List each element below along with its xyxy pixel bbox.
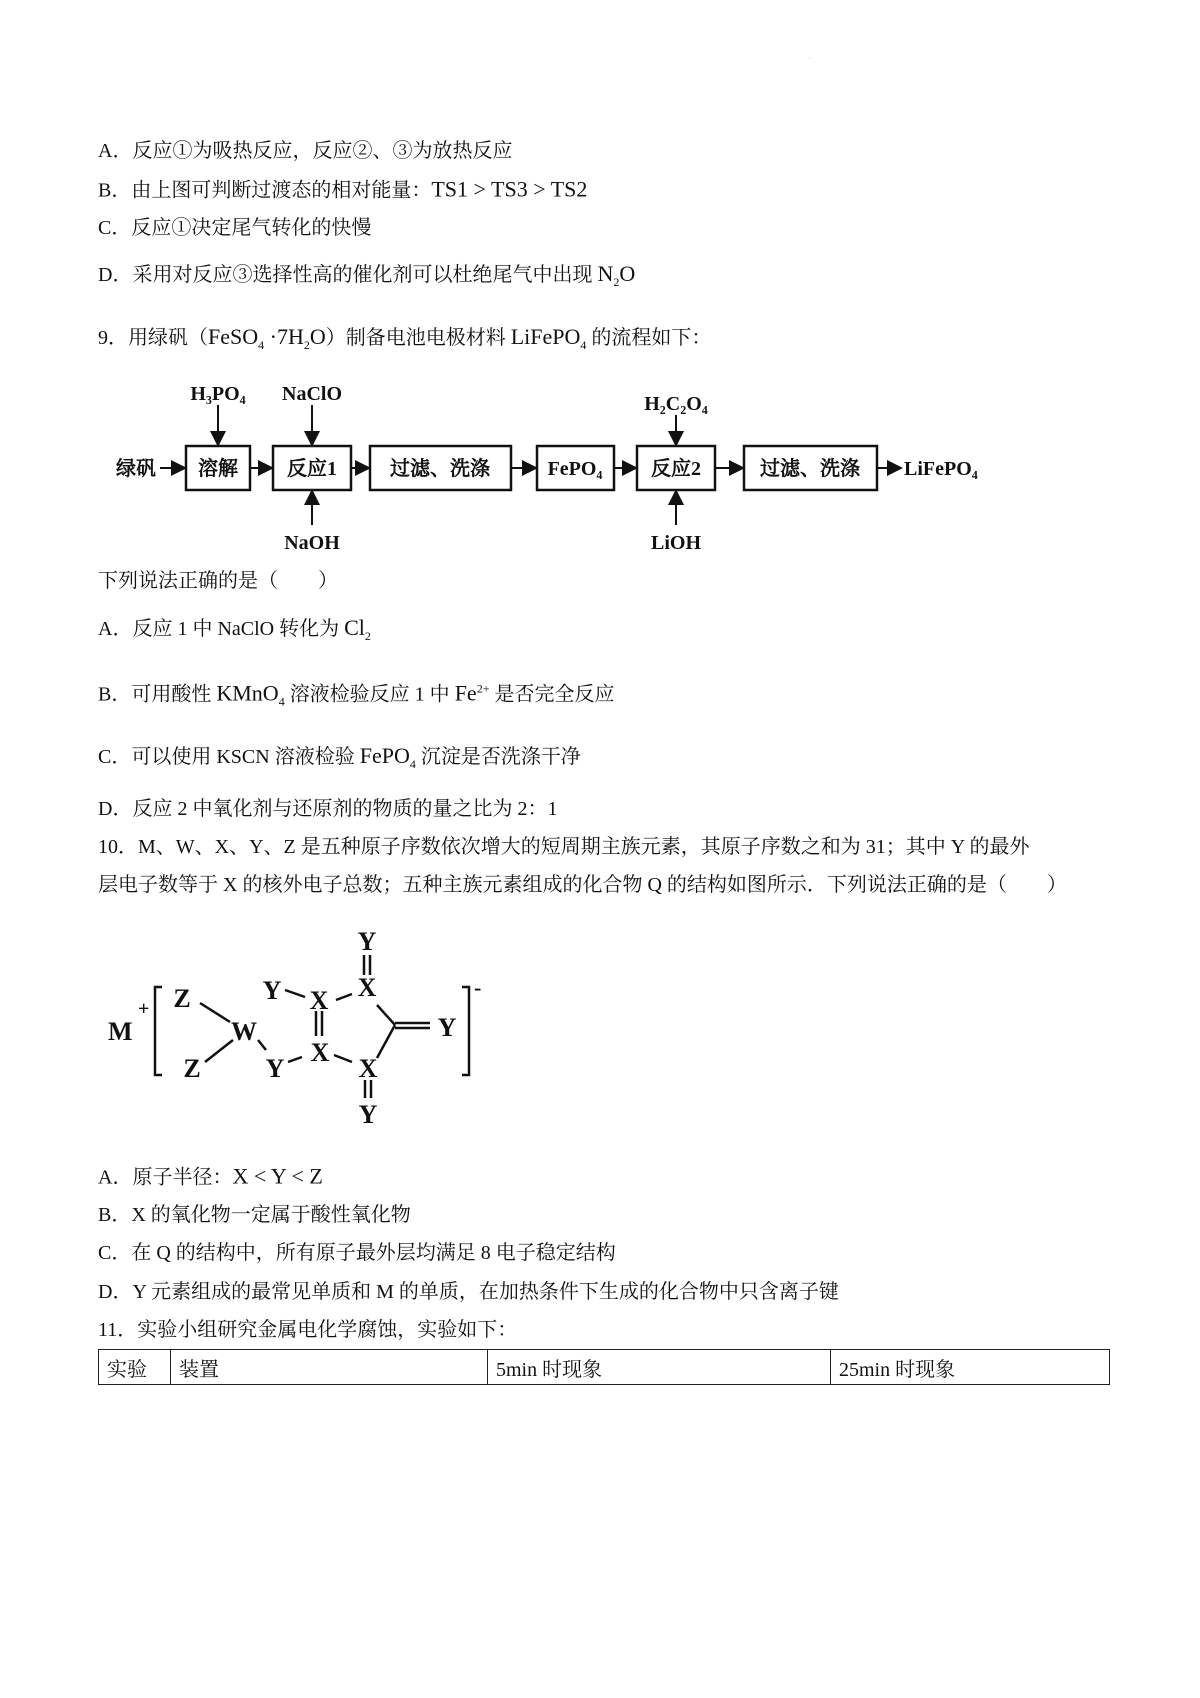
- text-segment: B．由上图可判断过渡态的相对能量：: [98, 179, 432, 202]
- table-header-row: [99, 1350, 1110, 1385]
- atom-m: M: [108, 1017, 133, 1046]
- text-segment: A．原子半径：: [98, 1166, 233, 1189]
- formula-text: LiFePO: [510, 324, 581, 349]
- q11-stem: [98, 1318, 517, 1342]
- flow-start: 绿矾: [116, 458, 156, 480]
- formula-text: O: [619, 261, 636, 286]
- formula-text: TS1 > TS3 > TS2: [431, 176, 588, 202]
- flow-box-label: 反应1: [287, 458, 337, 480]
- subscript: 4: [278, 694, 285, 709]
- formula-text: ·7H: [264, 324, 304, 349]
- formula-text: Fe: [454, 680, 477, 706]
- subscript: 4: [258, 338, 265, 352]
- text-segment: 下列说法正确的是（ ）: [98, 570, 338, 592]
- text-segment: C．在 Q 的结构中，所有原子最外层均满足 8 电子稳定结构: [98, 1242, 616, 1264]
- atom-y: Y: [357, 927, 377, 956]
- flow-box-label: FePO₄: [547, 458, 603, 480]
- flow-box-label: 反应2: [651, 458, 701, 480]
- scan-mark: ¨: [809, 58, 811, 64]
- header-5min: 5min 时现象: [488, 1350, 831, 1385]
- text-segment: 沉淀是否洗涤干净: [415, 746, 581, 768]
- atom-x: X: [309, 986, 329, 1015]
- text-segment: 层电子数等于 X 的核外电子总数；五种主族元素组成的化合物 Q 的结构如图所示．下列说法正确的是（ ）: [98, 874, 1067, 896]
- q10-option-b: [98, 1203, 411, 1227]
- text-segment: A．反应①为吸热反应，反应②、③为放热反应: [98, 140, 513, 162]
- subscript: 2: [303, 338, 310, 352]
- bracket-right: [462, 987, 469, 1075]
- text-segment: C．可以使用 KSCN 溶液检验: [98, 746, 360, 768]
- atom-z: Z: [183, 1054, 201, 1083]
- atom-w: W: [231, 1017, 257, 1046]
- header-experiment: 实验: [99, 1350, 171, 1385]
- charge-minus: -: [474, 975, 482, 1000]
- atom-x: X: [357, 973, 377, 1002]
- subscript: 4: [580, 338, 587, 352]
- text-segment: 是否完全反应: [489, 683, 615, 706]
- flow-input-naclo: NaClO: [282, 383, 342, 405]
- flow-input-naoh: NaOH: [284, 532, 340, 554]
- formula-text: O: [309, 324, 326, 349]
- text-segment: A．反应 1 中 NaClO 转化为: [98, 618, 345, 640]
- formula-text: N: [597, 261, 614, 286]
- text-segment: 10．M、W、X、Y、Z 是五种原子序数依次增大的短周期主族元素，其原子序数之和为 31；其中 Y 的最外: [98, 836, 1030, 858]
- atom-x: X: [310, 1038, 330, 1067]
- text-segment: C．反应①决定尾气转化的快慢: [98, 217, 372, 239]
- atom-y: Y: [437, 1013, 457, 1042]
- q10-option-d: [98, 1280, 839, 1304]
- text-segment: ）制备电池电极材料: [325, 327, 511, 349]
- flow-input-lioh: LiOH: [650, 532, 702, 554]
- q10-option-c: [98, 1241, 616, 1265]
- text-segment: D．Y 元素组成的最常见单质和 M 的单质，在加热条件下生成的化合物中只含离子键: [98, 1281, 839, 1303]
- atom-y: Y: [262, 976, 282, 1005]
- atom-x: X: [358, 1054, 378, 1083]
- flow-input-h3po4: H₃PO₄: [190, 383, 246, 405]
- text-segment: 的流程如下：: [586, 327, 712, 349]
- atom-z: Z: [173, 984, 191, 1013]
- text-segment: 11．实验小组研究金属电化学腐蚀，实验如下：: [98, 1319, 518, 1341]
- experiment-table: [98, 1349, 1110, 1385]
- subscript: 2: [364, 629, 371, 643]
- text-segment: B．可用酸性: [98, 683, 217, 706]
- flow-end: LiFePO₄: [904, 458, 978, 480]
- bracket-left: [155, 987, 162, 1075]
- text-segment: B．X 的氧化物一定属于酸性氧化物: [98, 1204, 411, 1226]
- subscript: 4: [409, 757, 416, 771]
- header-apparatus: 装置: [171, 1350, 488, 1385]
- q10-option-a: [98, 1165, 323, 1190]
- atom-y: Y: [358, 1100, 378, 1129]
- flow-input-h2c2o4: H₂C₂O₄: [644, 393, 708, 415]
- text-segment: 溶液检验反应 1 中: [284, 683, 455, 706]
- flow-box-label: 过滤、洗涤: [390, 458, 490, 480]
- charge-plus: +: [138, 998, 150, 1020]
- formula-text: FePO: [359, 743, 410, 768]
- formula-text: FeSO: [208, 324, 259, 349]
- header-25min: 25min 时现象: [831, 1350, 1110, 1385]
- text-segment: D．反应 2 中氧化剂与还原剂的物质的量之比为 2：1: [98, 798, 558, 820]
- formula-text: X < Y < Z: [232, 1163, 323, 1189]
- flow-box-label: 过滤、洗涤: [760, 458, 860, 480]
- text-segment: D．采用对反应③选择性高的催化剂可以杜绝尾气中出现: [98, 264, 598, 286]
- formula-text: KMnO: [216, 680, 279, 706]
- flow-box-label: 溶解: [198, 458, 238, 480]
- subscript: 2: [613, 275, 620, 289]
- text-segment: 9．用绿矾（: [98, 327, 208, 349]
- formula-text: Cl: [344, 615, 365, 640]
- atom-y: Y: [265, 1054, 285, 1083]
- superscript: 2+: [476, 681, 490, 696]
